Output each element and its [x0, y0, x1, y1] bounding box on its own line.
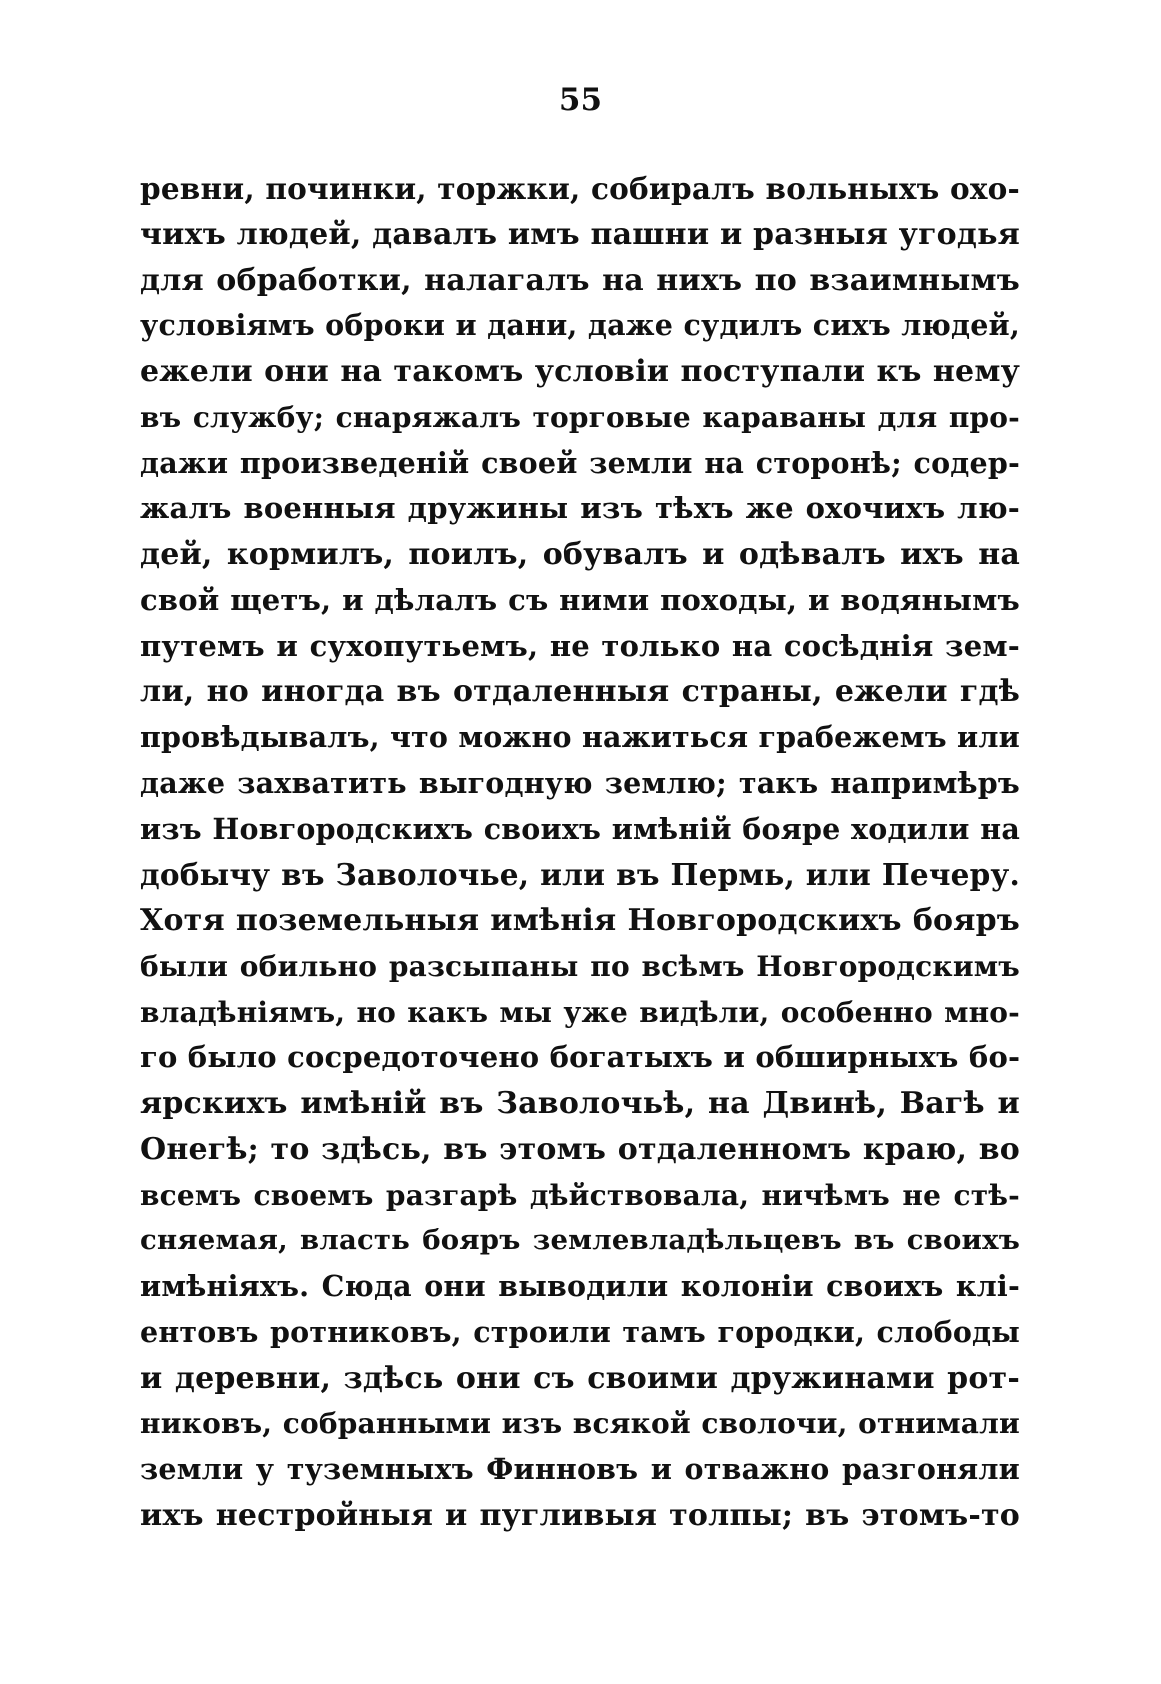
text-line: Хотя поземельныя имѣнія Новгородскихъ бояръ [140, 903, 1020, 938]
text-line: условіямъ оброки и дани, даже судилъ сихъ людей, [140, 308, 1020, 343]
text-line: никовъ, собранными изъ всякой сволочи, отнимали [140, 1407, 1020, 1441]
text-line: земли у туземныхъ Финновъ и отважно разгоняли [140, 1452, 1020, 1486]
text-line: всемъ своемъ разгарѣ дѣйствовала, ничѣмъ не стѣ- [140, 1178, 1020, 1212]
text-line: ревни, починки, торжки, собиралъ вольныхъ охо- [140, 171, 1020, 206]
text-line: ли, но иногда въ отдаленныя страны, ежели гдѣ [140, 674, 1020, 710]
text-line: и деревни, здѣсь они съ своими дружинами рот- [140, 1360, 1020, 1396]
text-line: имѣніяхъ. Сюда они выводили колоніи своихъ клі- [140, 1269, 1020, 1303]
text-line: жалъ военныя дружины изъ тѣхъ же охочихъ лю- [140, 491, 1020, 526]
text-line: ярскихъ имѣній въ Заволочьѣ, на Двинѣ, Вагѣ и [140, 1086, 1020, 1121]
text-line: владѣніямъ, но какъ мы уже видѣли, особенно мно- [140, 995, 1020, 1029]
text-line: свой щетъ, и дѣлалъ съ ними походы, и водянымъ [140, 582, 1020, 617]
body-text [140, 166, 1020, 1539]
text-line: въ службу; снаряжалъ торговые караваны для про- [140, 400, 1020, 434]
page-number: 55 [558, 82, 603, 118]
text-line: дей, кормилъ, поилъ, обувалъ и одѣвалъ ихъ на [140, 537, 1020, 572]
text-line: чихъ людей, давалъ имъ пашни и разныя угодья [140, 216, 1020, 252]
text-line: дажи произведеній своей земли на сторонѣ; содер- [140, 445, 1020, 480]
text-line: добычу въ Заволочье, или въ Пермь, или Печеру. [140, 857, 1020, 893]
text-line: провѣдывалъ, что можно нажиться грабежемъ или [140, 720, 1020, 754]
text-line: ихъ нестройныя и пугливыя толпы; въ этомъ-то [140, 1497, 1020, 1533]
text-line: Онегѣ; то здѣсь, въ этомъ отдаленномъ краю, во [140, 1131, 1020, 1167]
text-line: ежели они на такомъ условіи поступали къ нему [140, 354, 1020, 389]
text-line: для обработки, налагалъ на нихъ по взаимнымъ [140, 262, 1020, 298]
text-line: ентовъ ротниковъ, строили тамъ городки, слободы [140, 1314, 1020, 1349]
text-line: были обильно разсыпаны по всѣмъ Новгородскимъ [140, 949, 1020, 983]
text-line: го было сосредоточено богатыхъ и обширныхъ бо- [140, 1040, 1020, 1075]
text-line: изъ Новгородскихъ своихъ имѣній бояре ходили на [140, 811, 1020, 846]
text-line: сняемая, власть бояръ землевладѣльцевъ въ своихъ [140, 1224, 1020, 1257]
text-line: путемъ и сухопутьемъ, не только на сосѣднія зем- [140, 628, 1020, 663]
text-line: даже захватить выгодную землю; такъ напримѣръ [140, 765, 1020, 800]
